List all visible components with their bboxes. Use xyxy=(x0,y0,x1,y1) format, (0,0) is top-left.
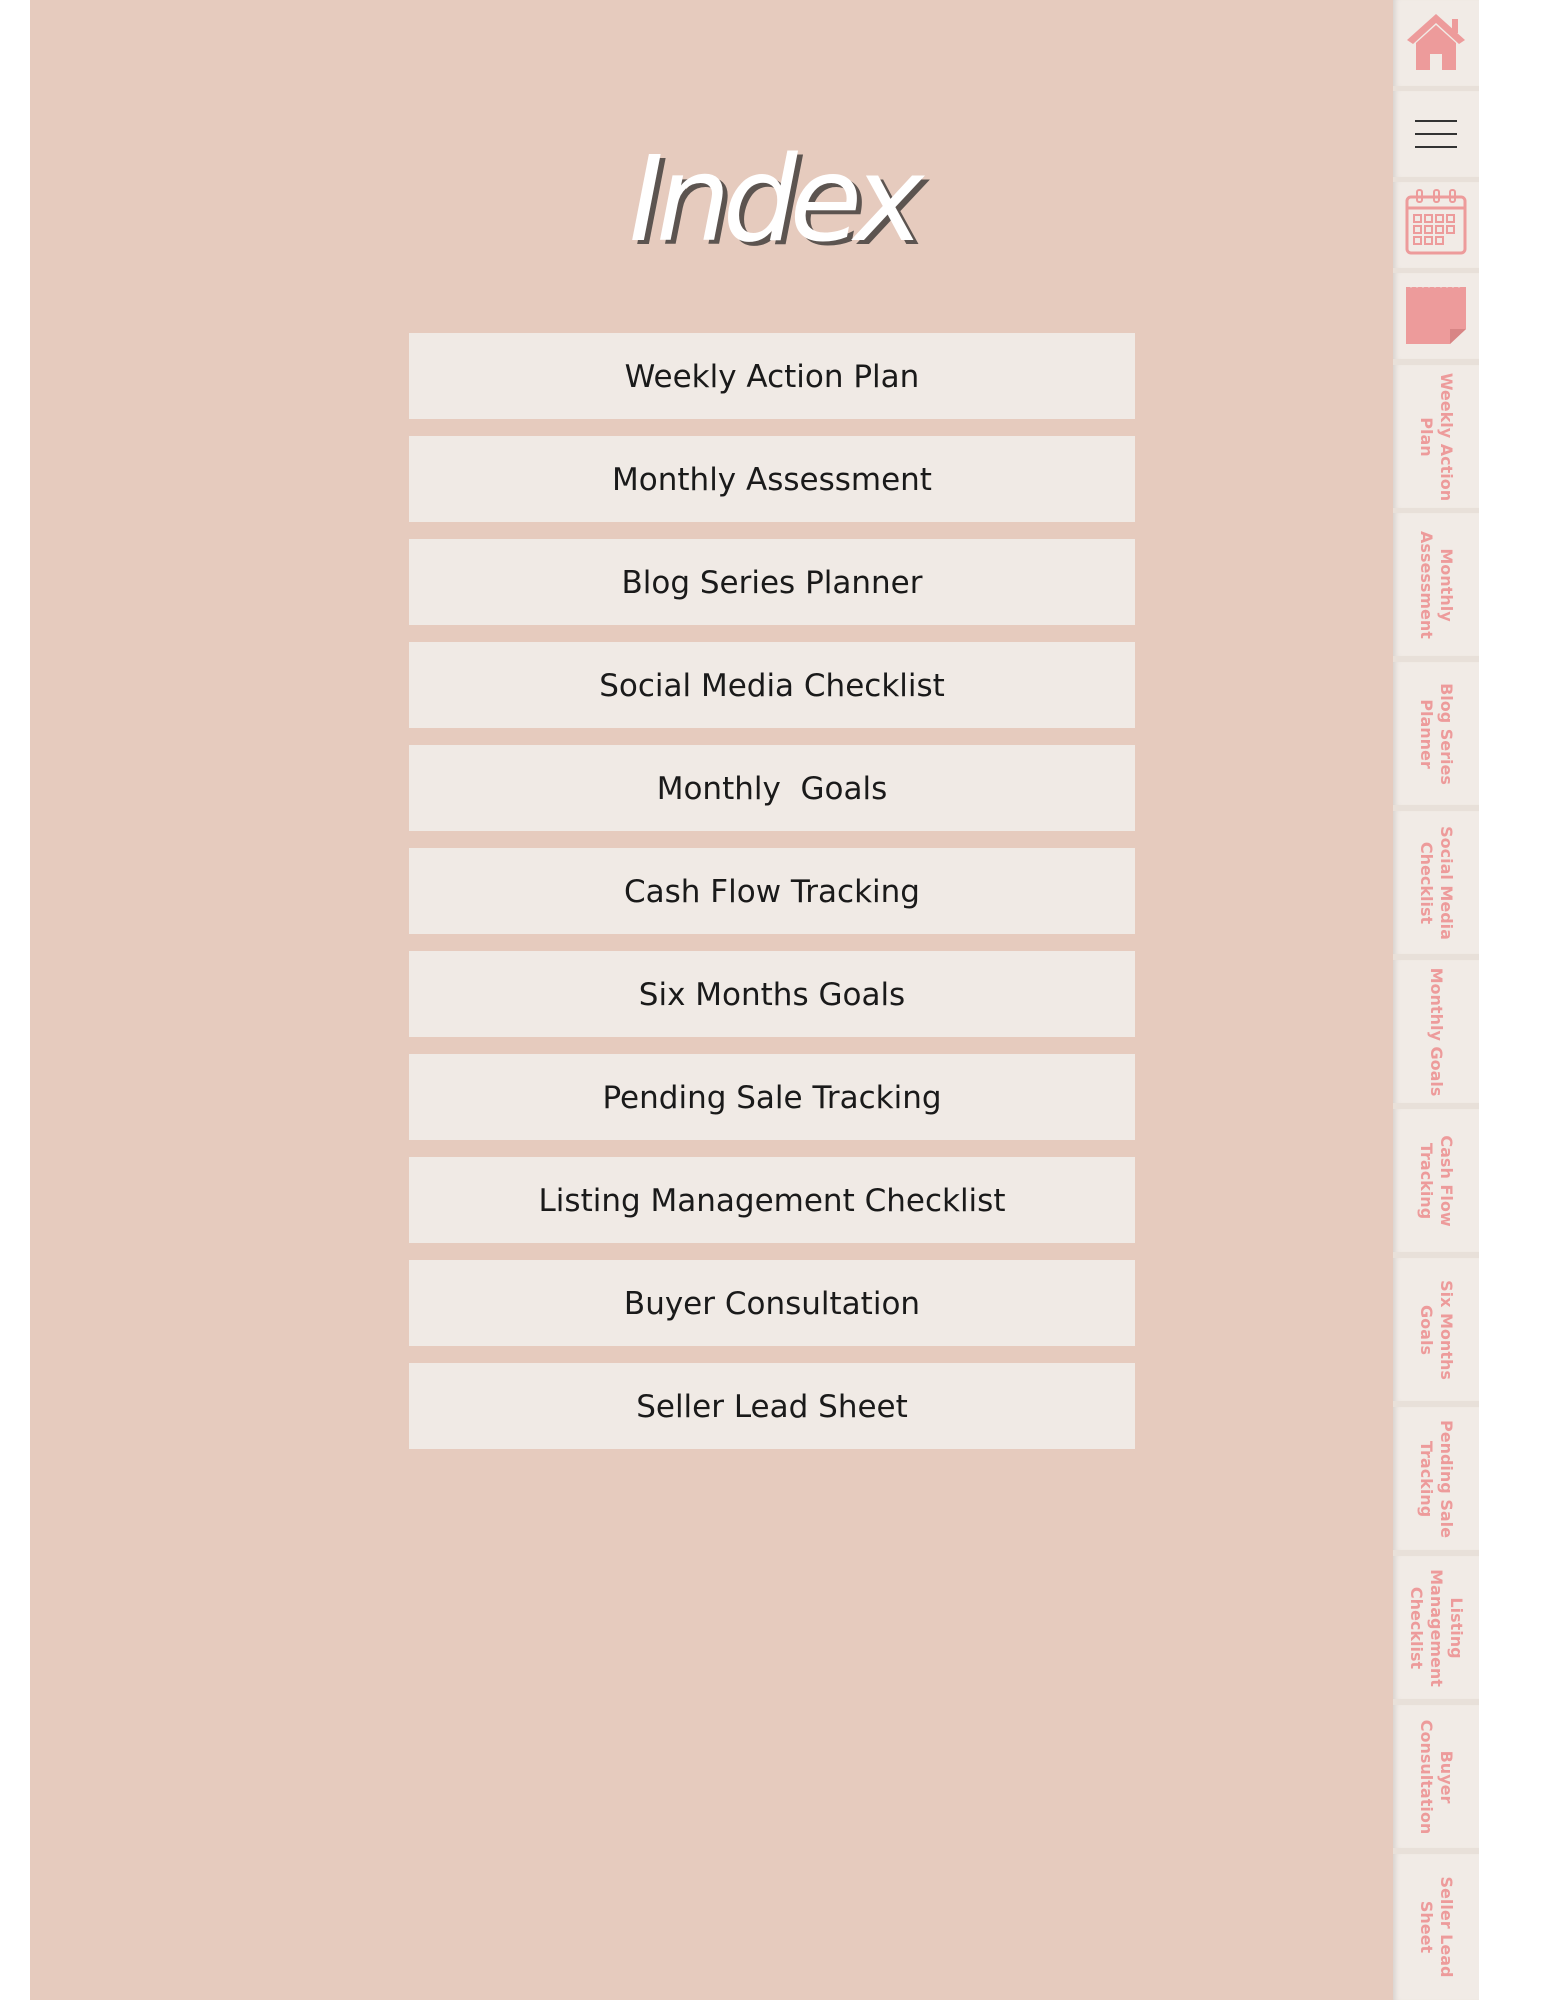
tab-label: Cash Flow Tracking xyxy=(1417,1134,1456,1227)
tab-label: Six Months Goals xyxy=(1417,1279,1456,1380)
tab-seller-lead-sheet[interactable] xyxy=(1393,1854,1479,2000)
home-icon xyxy=(1405,10,1467,76)
tab-listing-management-checklist[interactable] xyxy=(1393,1556,1479,1699)
index-link-six-months-goals[interactable]: Six Months Goals xyxy=(409,951,1135,1037)
tab-blog-series-planner[interactable] xyxy=(1393,662,1479,805)
index-link-cash-flow-tracking[interactable]: Cash Flow Tracking xyxy=(409,848,1135,934)
index-link-seller-lead-sheet[interactable]: Seller Lead Sheet xyxy=(409,1363,1135,1449)
tab-label: Buyer Consultation xyxy=(1417,1719,1456,1834)
tab-menu[interactable] xyxy=(1393,91,1479,177)
tab-social-media-checklist[interactable] xyxy=(1393,811,1479,954)
menu-icon xyxy=(1415,109,1457,159)
tab-label: Weekly Action Plan xyxy=(1417,372,1456,501)
tab-weekly-action-plan[interactable] xyxy=(1393,365,1479,508)
index-list xyxy=(409,333,1135,1466)
tab-sidebar xyxy=(1393,0,1479,2000)
tab-pending-sale-tracking[interactable] xyxy=(1393,1407,1479,1550)
calendar-icon xyxy=(1405,188,1467,262)
tab-calendar[interactable] xyxy=(1393,182,1479,268)
tab-notes[interactable] xyxy=(1393,273,1479,359)
index-link-monthly-assessment[interactable]: Monthly Assessment xyxy=(409,436,1135,522)
tab-label: Monthly Assessment xyxy=(1417,530,1456,639)
tab-label: Monthly Goals xyxy=(1427,967,1446,1096)
index-link-listing-management-checklist[interactable]: Listing Management Checklist xyxy=(409,1157,1135,1243)
index-link-pending-sale-tracking[interactable]: Pending Sale Tracking xyxy=(409,1054,1135,1140)
tab-label: Blog Series Planner xyxy=(1417,682,1456,785)
index-link-weekly-action-plan[interactable]: Weekly Action Plan xyxy=(409,333,1135,419)
tab-six-months-goals[interactable] xyxy=(1393,1258,1479,1401)
index-link-social-media-checklist[interactable]: Social Media Checklist xyxy=(409,642,1135,728)
notepad-icon xyxy=(1405,283,1467,349)
tab-label: Pending Sale Tracking xyxy=(1417,1419,1456,1538)
tab-label: Seller Lead Sheet xyxy=(1417,1876,1456,1978)
index-link-monthly-goals[interactable]: Monthly Goals xyxy=(409,745,1135,831)
tab-buyer-consultation[interactable] xyxy=(1393,1705,1479,1848)
index-link-blog-series-planner[interactable]: Blog Series Planner xyxy=(409,539,1135,625)
tab-label: Listing Management Checklist xyxy=(1407,1568,1466,1687)
tab-cash-flow-tracking[interactable] xyxy=(1393,1109,1479,1252)
tab-monthly-goals[interactable] xyxy=(1393,960,1479,1103)
index-link-buyer-consultation[interactable]: Buyer Consultation xyxy=(409,1260,1135,1346)
tab-monthly-assessment[interactable] xyxy=(1393,513,1479,656)
page-title: Index xyxy=(629,130,916,268)
tab-home[interactable] xyxy=(1393,0,1479,86)
tab-label: Social Media Checklist xyxy=(1417,825,1456,940)
